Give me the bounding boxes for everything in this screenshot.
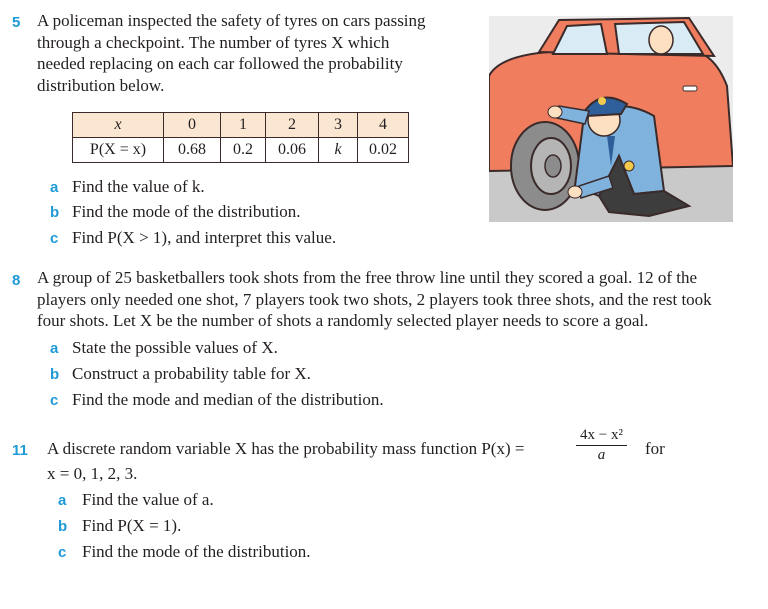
text-line: through a checkpoint. The number of tyres X which — [37, 32, 390, 52]
text-line: distribution below. — [37, 75, 165, 95]
question-text: A discrete random variable X has the probability mass function P(x) = — [47, 439, 525, 458]
table-cell: 0 — [164, 113, 221, 138]
table-cell: x — [73, 113, 164, 138]
part-text: State the possible values of X. — [72, 338, 278, 357]
question-number: 11 — [12, 442, 28, 459]
question-number: 5 — [12, 14, 21, 31]
fraction — [576, 427, 627, 464]
part-text: Find the mode of the distribution. — [72, 202, 301, 221]
part-text: Construct a probability table for X. — [72, 364, 311, 383]
table-cell: 0.68 — [164, 138, 221, 163]
question-number: 8 — [12, 272, 21, 289]
part-label: a — [58, 492, 67, 509]
policeman-illustration — [489, 16, 733, 222]
fraction-denominator: a — [597, 447, 606, 463]
table-cell: 0.2 — [221, 138, 266, 163]
table-cell: P(X = x) — [73, 138, 164, 163]
text-line: A group of 25 basketballers took shots from the free throw line until they scored a goal. 12 of the — [37, 268, 698, 287]
part-text: Find P(X = 1). — [82, 516, 182, 535]
question-text — [37, 267, 749, 332]
text-line: players only needed one shot, 7 players took two shots, 2 players took three shots, and the rest took — [37, 289, 712, 309]
part-text: Find the mode and median of the distribution. — [72, 390, 384, 409]
part-label: b — [50, 366, 60, 383]
table-cell: 0.02 — [358, 138, 409, 163]
part-label: c — [58, 544, 67, 561]
text-line: A policeman inspected the safety of tyres on cars passing — [37, 11, 426, 30]
question-text: x = 0, 1, 2, 3. — [47, 464, 138, 483]
text-line: four shots. Let X be the number of shots a randomly selected player needs to score a goal. — [37, 311, 649, 330]
part-label: c — [50, 230, 59, 247]
part-text: Find the mode of the distribution. — [82, 542, 311, 561]
question-text — [37, 10, 449, 96]
part-label: a — [50, 340, 59, 357]
part-label: b — [58, 518, 68, 535]
table-cell: 2 — [266, 113, 319, 138]
part-text: Find the value of a. — [82, 490, 214, 509]
fraction-numerator: 4x − x² — [576, 427, 627, 446]
table-cell: 4 — [358, 113, 409, 138]
part-label: b — [50, 204, 60, 221]
text-line: needed replacing on each car followed the probability — [37, 54, 403, 73]
table-cell: 1 — [221, 113, 266, 138]
table-cell: 0.06 — [266, 138, 319, 163]
part-label: a — [50, 179, 59, 196]
question-text: for — [645, 439, 665, 458]
part-label: c — [50, 392, 59, 409]
table-cell: 3 — [319, 113, 358, 138]
table-cell: k — [319, 138, 358, 163]
part-text: Find P(X > 1), and interpret this value. — [72, 228, 337, 247]
probability-table — [72, 112, 409, 163]
part-text: Find the value of k. — [72, 177, 205, 196]
